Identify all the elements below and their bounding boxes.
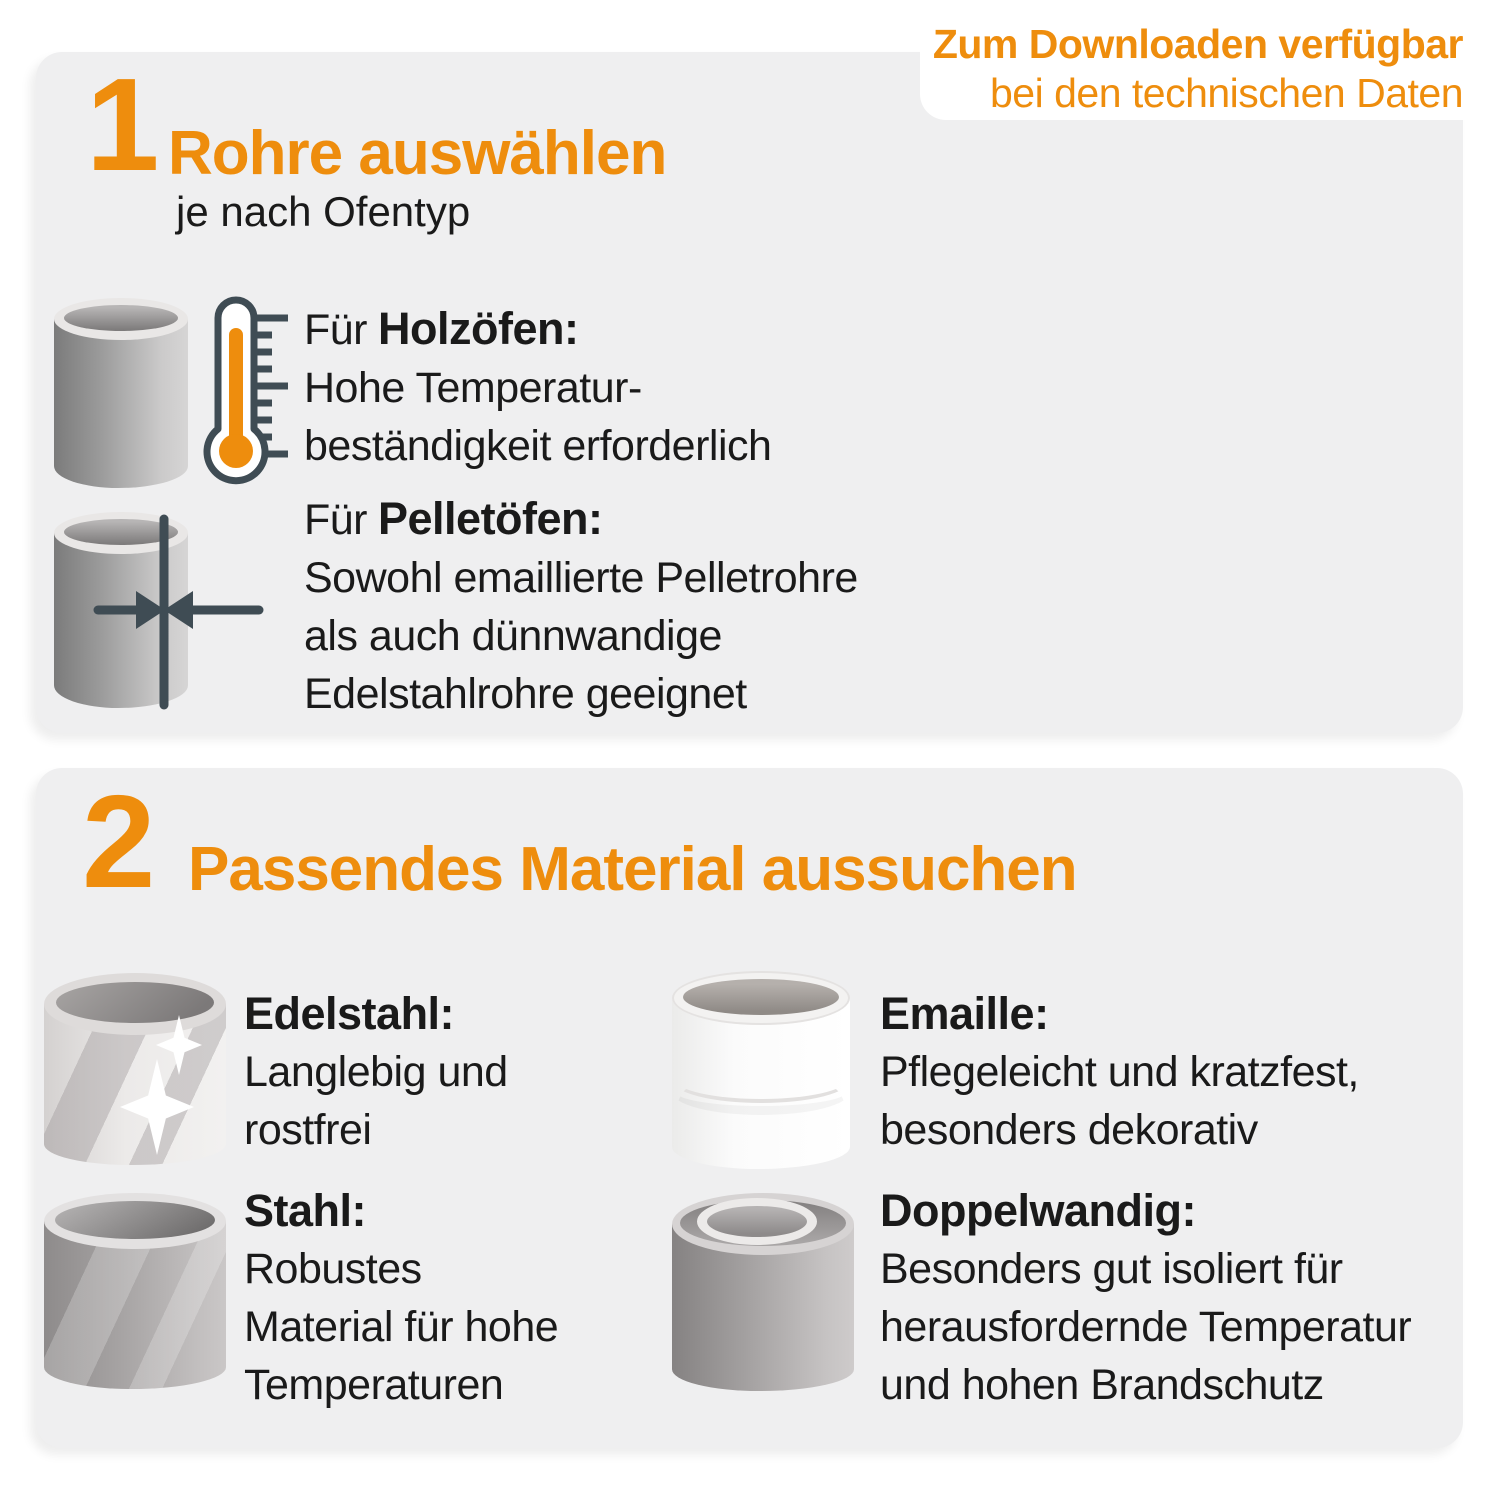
inner-pipe-opening — [707, 1206, 807, 1237]
wall-thickness-arrows-icon — [54, 507, 269, 717]
thermometer-icon — [196, 294, 292, 490]
holzoefen-label: Holzöfen: — [378, 303, 579, 354]
pipe-opening — [64, 305, 178, 331]
doppelwandig-label: Doppelwandig: — [880, 1185, 1196, 1236]
download-note-line2: bei den technischen Daten — [989, 70, 1463, 116]
stahl-line2: Material für hohe — [244, 1303, 559, 1351]
pipe-body — [54, 319, 188, 488]
emaille-text — [880, 985, 1359, 1159]
inner-pipe-rim — [697, 1198, 817, 1245]
stahl-line3: Temperaturen — [244, 1361, 504, 1409]
pipe-opening — [55, 1201, 215, 1239]
doppelwandig-line3: und hohen Brandschutz — [880, 1361, 1324, 1409]
holzoefen-prefix: Für — [304, 306, 367, 354]
wood-stove-pipe-icon — [54, 298, 188, 488]
pipe-rim — [44, 1193, 226, 1249]
pipe-collar — [672, 1057, 850, 1103]
holzoefen-line2: beständigkeit erforderlich — [304, 422, 772, 470]
pipe-rim — [54, 298, 188, 340]
holzoefen-heading — [304, 300, 771, 359]
stahl-text — [244, 1182, 558, 1414]
stainless-steel-pipe-icon — [44, 973, 226, 1165]
holzoefen-text — [304, 300, 771, 475]
pelletoefen-prefix: Für — [304, 496, 367, 544]
step1-subtitle: je nach Ofentyp — [176, 188, 471, 235]
pipe-opening — [56, 982, 214, 1023]
pipe-rim — [44, 973, 226, 1035]
holzoefen-line1: Hohe Temperatur- — [304, 364, 642, 412]
pipe-opening — [683, 979, 839, 1015]
enamel-pipe-icon — [672, 971, 850, 1169]
steel-pipe-icon — [44, 1193, 226, 1389]
step1-number: 1 — [86, 51, 158, 198]
pelletoefen-line2: als auch dünnwandige — [304, 612, 722, 660]
step2-title: Passendes Material aussuchen — [188, 835, 1077, 904]
emaille-line1: Pflegeleicht und kratzfest, — [880, 1048, 1359, 1096]
step2-panel — [36, 768, 1463, 1448]
emaille-label: Emaille: — [880, 988, 1049, 1039]
edelstahl-line2: rostfrei — [244, 1106, 372, 1154]
doppelwandig-text — [880, 1182, 1411, 1414]
edelstahl-text — [244, 985, 508, 1159]
edelstahl-label: Edelstahl: — [244, 988, 455, 1039]
emaille-line2: besonders dekorativ — [880, 1106, 1258, 1154]
pelletoefen-line3: Edelstahlrohre geeignet — [304, 670, 747, 718]
step2-number: 2 — [82, 768, 154, 915]
download-note-line1: Zum Downloaden verfügbar — [932, 21, 1463, 67]
stahl-line1: Robustes — [244, 1245, 422, 1293]
pelletoefen-heading — [304, 490, 858, 549]
doppelwandig-line2: herausfordernde Temperatur — [880, 1303, 1412, 1351]
step1-title: Rohre auswählen — [168, 119, 667, 188]
download-note — [920, 0, 1500, 120]
edelstahl-line1: Langlebig und — [244, 1048, 508, 1096]
pelletoefen-text — [304, 490, 858, 723]
double-wall-pipe-icon — [672, 1193, 854, 1391]
pelletoefen-line1: Sowohl emaillierte Pelletrohre — [304, 554, 858, 602]
step1-panel — [36, 52, 1463, 733]
pipe-rim — [672, 971, 850, 1025]
pelletoefen-label: Pelletöfen: — [378, 493, 603, 544]
stahl-label: Stahl: — [244, 1185, 367, 1236]
doppelwandig-line1: Besonders gut isoliert für — [880, 1245, 1343, 1293]
